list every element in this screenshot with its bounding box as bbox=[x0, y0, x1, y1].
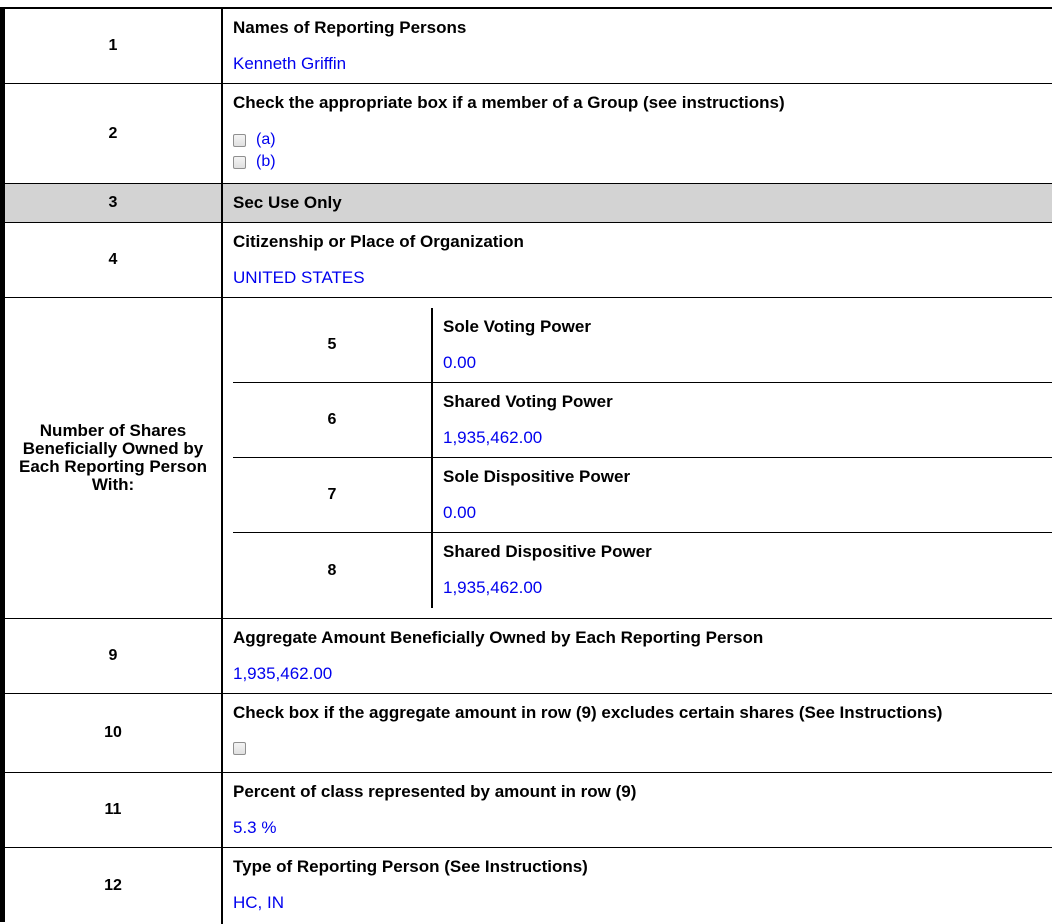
row-3 bbox=[5, 184, 1052, 223]
group-member-label: Check the appropriate box if a member of a Group (see instructions) bbox=[233, 93, 785, 112]
aggregate-amount-label: Aggregate Amount Beneficially Owned by Each Reporting Person bbox=[233, 628, 764, 647]
row-content bbox=[221, 84, 1052, 183]
row-number: 3 bbox=[108, 194, 118, 211]
shares-owned-label: Number of Shares Beneficially Owned by Each Reporting Person With: bbox=[19, 421, 207, 494]
checkbox-b[interactable] bbox=[233, 156, 246, 169]
names-of-reporting-persons-label: Names of Reporting Persons bbox=[233, 18, 467, 37]
row-number: 8 bbox=[327, 561, 337, 579]
row-number: 4 bbox=[108, 251, 118, 268]
row-content bbox=[221, 773, 1052, 847]
sec-use-only-label: Sec Use Only bbox=[233, 193, 342, 212]
aggregate-amount-value: 1,935,462.00 bbox=[233, 664, 333, 683]
row-8 bbox=[233, 533, 1052, 608]
row-5 bbox=[233, 308, 1052, 383]
shared-voting-power-label: Shared Voting Power bbox=[443, 392, 613, 411]
row-content bbox=[221, 848, 1052, 924]
row-number: 12 bbox=[104, 877, 122, 894]
group-option-b bbox=[233, 153, 276, 171]
row-10 bbox=[5, 694, 1052, 773]
citizenship-label: Citizenship or Place of Organization bbox=[233, 232, 524, 251]
excludes-shares-checkbox[interactable] bbox=[233, 742, 246, 755]
shared-dispositive-power-label: Shared Dispositive Power bbox=[443, 542, 652, 561]
percent-of-class-value: 5.3 % bbox=[233, 818, 277, 837]
percent-of-class-label: Percent of class represented by amount in row (9) bbox=[233, 782, 637, 801]
row-number: 2 bbox=[108, 124, 118, 142]
row-2 bbox=[5, 84, 1052, 184]
option-b-label: (b) bbox=[256, 153, 276, 170]
citizenship-value: UNITED STATES bbox=[233, 268, 365, 287]
shared-voting-power-value: 1,935,462.00 bbox=[443, 428, 543, 447]
row-number: 6 bbox=[327, 411, 337, 428]
row-content bbox=[221, 223, 1052, 297]
row-content bbox=[221, 9, 1052, 83]
excludes-shares-option bbox=[233, 742, 246, 755]
group-option-a bbox=[233, 131, 276, 149]
sole-voting-power-value: 0.00 bbox=[443, 353, 477, 372]
sole-dispositive-power-value: 0.00 bbox=[443, 503, 477, 522]
row-6 bbox=[233, 383, 1052, 458]
reporting-person-type-label: Type of Reporting Person (See Instructions) bbox=[233, 857, 588, 876]
reporting-person-name: Kenneth Griffin bbox=[233, 54, 347, 73]
row-content bbox=[431, 308, 1052, 382]
row-content bbox=[431, 458, 1052, 532]
checkbox-a[interactable] bbox=[233, 134, 246, 147]
cover-page-table bbox=[0, 7, 1052, 922]
excludes-shares-label: Check box if the aggregate amount in row (9) excludes certain shares (See Instructions) bbox=[233, 703, 943, 722]
row-content bbox=[221, 694, 1052, 772]
shared-dispositive-power-value: 1,935,462.00 bbox=[443, 578, 543, 597]
row-11 bbox=[5, 773, 1052, 848]
row-1 bbox=[5, 9, 1052, 84]
row-number: 7 bbox=[327, 486, 337, 503]
row-number: 1 bbox=[108, 37, 118, 54]
row-number: 10 bbox=[104, 724, 122, 741]
row-number: 5 bbox=[327, 336, 337, 353]
row-content bbox=[221, 619, 1052, 693]
shares-content bbox=[221, 298, 1052, 618]
row-4 bbox=[5, 223, 1052, 298]
sole-dispositive-power-label: Sole Dispositive Power bbox=[443, 467, 631, 486]
row-9 bbox=[5, 619, 1052, 694]
shares-block bbox=[5, 298, 1052, 619]
row-7 bbox=[233, 458, 1052, 533]
row-number: 11 bbox=[104, 801, 122, 818]
option-a-label: (a) bbox=[256, 131, 276, 148]
sole-voting-power-label: Sole Voting Power bbox=[443, 317, 591, 336]
row-content bbox=[431, 533, 1052, 608]
row-12 bbox=[5, 848, 1052, 924]
row-content bbox=[431, 383, 1052, 457]
reporting-person-type-value: HC, IN bbox=[233, 893, 284, 912]
row-content bbox=[221, 184, 1052, 222]
row-number: 9 bbox=[108, 647, 118, 664]
